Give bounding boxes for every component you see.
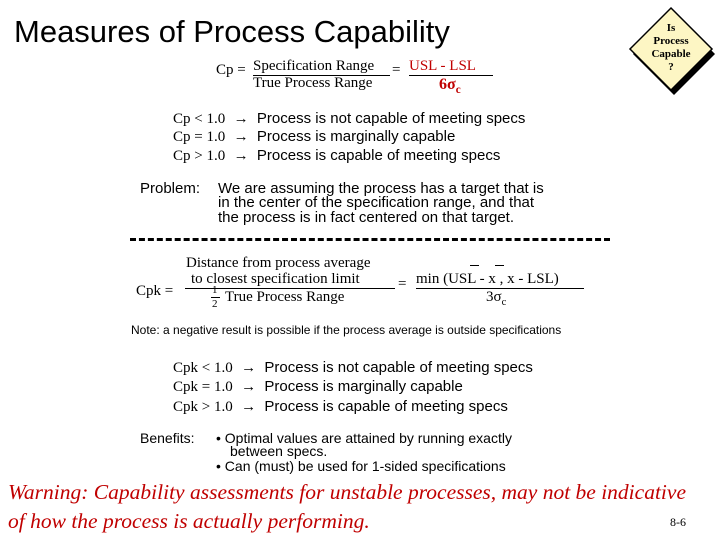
cpk-denominator-2: $3\sigma_c$: [486, 289, 507, 308]
x-bar-mark-1: [470, 265, 479, 266]
problem-line-2: in the center of the specification range, and that: [218, 194, 535, 211]
cpk-denominator: True Process Range: [225, 289, 345, 305]
x-bar-mark-2: [495, 265, 504, 266]
benefits-label: Benefits:: [140, 430, 195, 446]
cpk-min-expression: min (USL - x , x - LSL): [416, 271, 559, 287]
problem-line-1: We are assuming the process has a target that is: [218, 180, 544, 197]
dashed-divider: [130, 238, 610, 241]
badge-line-3: Capable: [651, 48, 691, 60]
cp-equals: =: [392, 62, 401, 78]
problem-line-3: the process is in fact centered on that target.: [218, 209, 515, 226]
cp-rule-2: Cp = 1.0 → Process is marginally capable: [173, 128, 456, 145]
badge-line-4: ?: [668, 61, 674, 73]
page-number: 8-6: [670, 515, 686, 529]
cpk-rule-2: Cpk = 1.0 → Process is marginally capable: [173, 378, 463, 395]
note-text: Note: a negative result is possible if the process average is outside specifications: [131, 323, 562, 337]
page-title: Measures of Process Capability: [14, 14, 450, 49]
benefits-item-1-line-2: between specs.: [230, 443, 328, 459]
cpk-half-numerator: 1: [212, 284, 218, 296]
cpk-rule-1: Cpk < 1.0 → Process is not capable of meeting specs: [173, 359, 533, 376]
problem-label: Problem:: [140, 180, 201, 197]
cp-numerator: Specification Range: [253, 58, 375, 74]
cp-lhs: Cp =: [216, 62, 246, 78]
cpk-numerator-line-1: Distance from process average: [186, 255, 371, 271]
cpk-half-denominator: 2: [212, 298, 218, 310]
cp-rule-1: Cp < 1.0 → Process is not capable of meeting specs: [173, 110, 526, 127]
warning-text: Warning: Capability assessments for unstable processes, may not be indicative of how the process is actually performing.: [8, 480, 686, 533]
cpk-equals: =: [398, 276, 407, 292]
cpk-rule-3: Cpk > 1.0 → Process is capable of meeting specs: [173, 398, 508, 415]
benefits-item-2: • Can (must) be used for 1-sided specifications: [216, 458, 506, 474]
cp-rule-3: Cp > 1.0 → Process is capable of meeting specs: [173, 147, 501, 164]
badge-line-1: Is: [666, 22, 676, 34]
cp-denominator: True Process Range: [253, 75, 373, 91]
benefits-item-1-line-1: • Optimal values are attained by running exactly: [216, 430, 512, 446]
cpk-lhs: Cpk =: [136, 283, 174, 299]
badge-line-2: Process: [653, 35, 689, 47]
cp-numerator-2: USL - LSL: [409, 58, 476, 74]
cpk-numerator-line-2: to closest specification limit: [191, 271, 360, 287]
cp-denominator-2: $6\sigma_c$: [439, 76, 461, 97]
is-process-capable-badge: [624, 4, 718, 98]
